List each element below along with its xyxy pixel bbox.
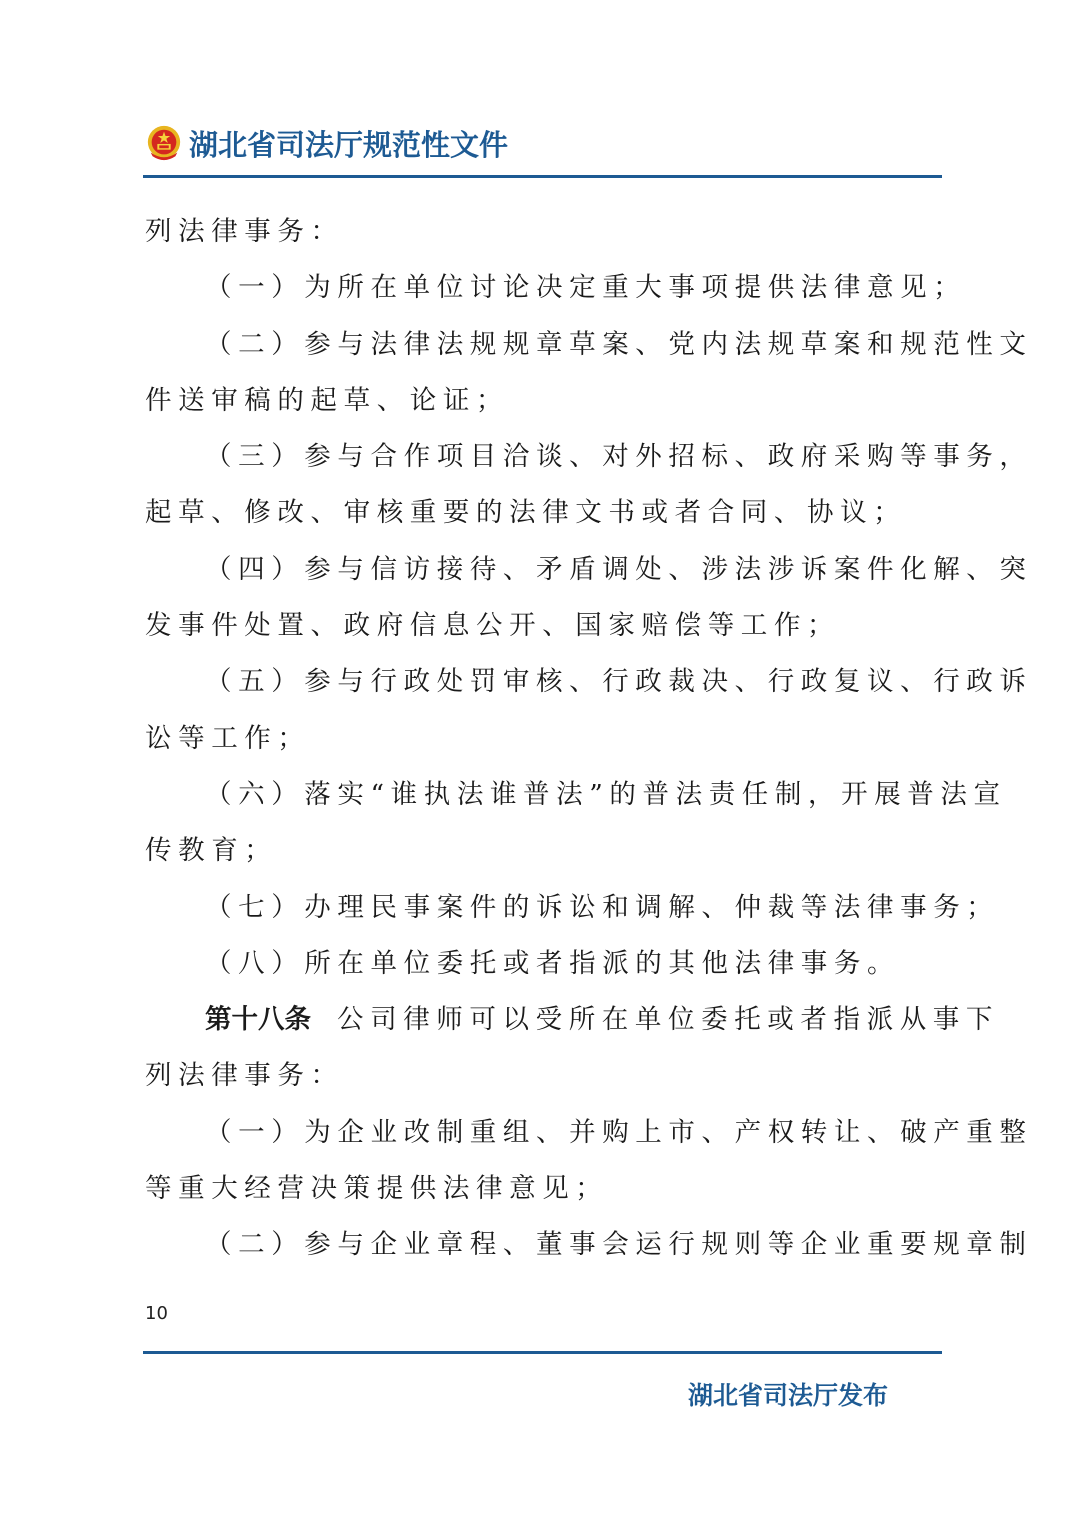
- article-18-line: [145, 992, 999, 1048]
- body-line: （二）参与法律法规规章草案、党内法规草案和规范性文: [205, 328, 1033, 360]
- body-line: （八）所在单位委托或者指派的其他法律事务。: [205, 947, 901, 979]
- body-line: （二）参与企业章程、董事会运行规则等企业重要规章制: [205, 1229, 1033, 1261]
- body-line: 起草、修改、审核重要的法律文书或者合同、协议；: [145, 497, 907, 529]
- body-line: 讼等工作；: [145, 722, 311, 754]
- body-line: （六）落实“谁执法谁普法”的普法责任制，开展普法宣: [205, 778, 1007, 810]
- body-line: 等重大经营决策提供法律意见；: [145, 1173, 609, 1205]
- body-line: 列法律事务：: [145, 1060, 344, 1092]
- body-line: 件送审稿的起草、论证；: [145, 384, 510, 416]
- footer-divider: [143, 1351, 942, 1354]
- national-emblem-icon: [145, 123, 183, 163]
- body-line: （一）为所在单位讨论决定重大事项提供法律意见；: [205, 272, 967, 304]
- article-text: 公司律师可以受所在单位委托或者指派从事下: [337, 1004, 999, 1036]
- document-header: [145, 118, 508, 168]
- body-line: （四）参与信访接待、矛盾调处、涉法涉诉案件化解、突: [205, 553, 1033, 585]
- article-heading: 第十八条: [205, 1004, 311, 1036]
- header-title: 湖北省司法厅规范性文件: [189, 127, 509, 162]
- body-line: （七）办理民事案件的诉讼和调解、仲裁等法律事务；: [205, 891, 1000, 923]
- body-line: 列法律事务：: [145, 216, 344, 247]
- body-line: 传教育；: [145, 835, 278, 867]
- page-number: 10: [145, 1303, 168, 1324]
- publisher-label: 湖北省司法厅发布: [688, 1381, 889, 1410]
- body-line: （五）参与行政处罚审核、行政裁决、行政复议、行政诉: [205, 666, 1033, 698]
- body-line: （一）为企业改制重组、并购上市、产权转让、破产重整: [205, 1116, 1033, 1148]
- document-body: [145, 204, 1033, 1274]
- body-line: （三）参与合作项目洽谈、对外招标、政府采购等事务，: [205, 441, 1033, 473]
- body-line: 发事件处置、政府信息公开、国家赔偿等工作；: [145, 610, 841, 642]
- header-divider: [143, 175, 942, 178]
